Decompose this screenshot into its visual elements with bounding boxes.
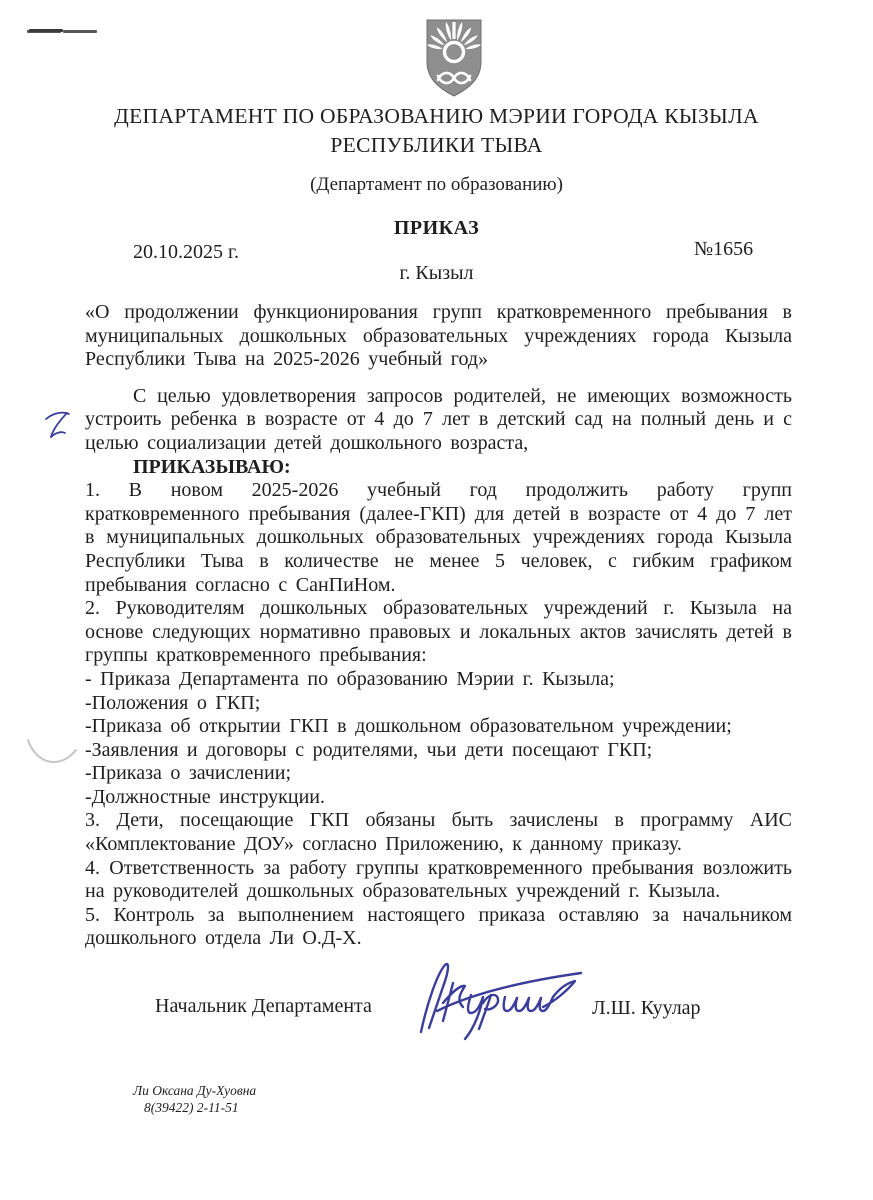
order-list-dash-4: -Заявления и договоры с родителями, чьи дети посещают ГКП; [85, 738, 653, 761]
order-item-2: 2. Руководителям дошкольных образовательных учреждений г. Кызыла на основе следующих нормативно правовых и локальных актов зачислять детей в группы кратковременного пребывания: [85, 597, 792, 667]
scan-artifact-dash [29, 29, 63, 32]
order-item-3: 3. Дети, посещающие ГКП обязаны быть зачислены в программу АИС «Комплектование ДОУ» согласно Приложению, к данному приказу. [85, 809, 792, 856]
org-name-line2: РЕСПУБЛИКИ ТЫВА [330, 133, 543, 157]
decree-word: ПРИКАЗЫВАЮ: [133, 455, 291, 478]
order-date: 20.10.2025 г. [133, 241, 239, 263]
executor-name: Ли Оксана Ду-Хуовна [133, 1083, 257, 1098]
kyzyl-coat-of-arms-icon [424, 16, 484, 100]
order-subject: «О продолжении функционирования групп кратковременного пребывания в муниципальных дошкольных образовательных учреждениях города Кызыла Республики Тыва на 2025-2026 учебный год» [85, 301, 792, 371]
preamble-paragraph: С целью удовлетворения запросов родителей, не имеющих возможность устроить ребенка в возрасте от 4 до 7 лет в детский сад на полный день и с целью социализации детей дошкольного возраста, [85, 384, 792, 454]
order-list-dash-5: -Приказа о зачислении; [85, 762, 292, 785]
order-city: г. Кызыл [399, 262, 474, 284]
handwritten-signature-icon [405, 950, 595, 1048]
signatory-name: Л.Ш. Куулар [592, 997, 701, 1019]
order-list-dash-3: -Приказа об открытии ГКП в дошкольном образовательном учреждении; [85, 715, 732, 738]
order-item-4: 4. Ответственность за работу группы кратковременного пребывания возложить на руководителей дошкольных образовательных учреждений г. Кызыла. [85, 856, 792, 903]
order-list-dash-6: -Должностные инструкции. [85, 785, 326, 808]
org-name-line1: ДЕПАРТАМЕНТ ПО ОБРАЗОВАНИЮ МЭРИИ ГОРОДА КЫЗЫЛА [114, 104, 759, 128]
signatory-position: Начальник Департамента [155, 995, 372, 1017]
order-item-1: 1. В новом 2025-2026 учебный год продолжить работу групп кратковременного пребывания (далее-ГКП) для детей в возрасте от 4 до 7 лет в муниципальных дошкольных образовательных учреждениях города Кызыла Республики Тыва в количестве не менее 5 человек, с гибким графиком пребывания согласно с СанПиНом. [85, 479, 792, 596]
order-number: №1656 [694, 238, 754, 260]
handwritten-margin-mark-icon [38, 404, 80, 450]
order-list-dash-1: - Приказа Департамента по образованию Мэрии г. Кызыла; [85, 667, 615, 690]
faint-pen-arc-icon [20, 728, 84, 780]
order-body [85, 301, 792, 951]
order-item-5: 5. Контроль за выполнением настоящего приказа оставляю за начальником дошкольного отдела Ли О.Д-Х. [85, 903, 792, 950]
org-name-short: (Департамент по образованию) [310, 174, 563, 195]
executor-phone: 8(39422) 2-11-51 [144, 1100, 239, 1115]
executor-block [133, 1082, 256, 1116]
doc-type-title: ПРИКАЗ [393, 217, 480, 239]
order-list-dash-2: -Положения о ГКП; [85, 691, 261, 714]
